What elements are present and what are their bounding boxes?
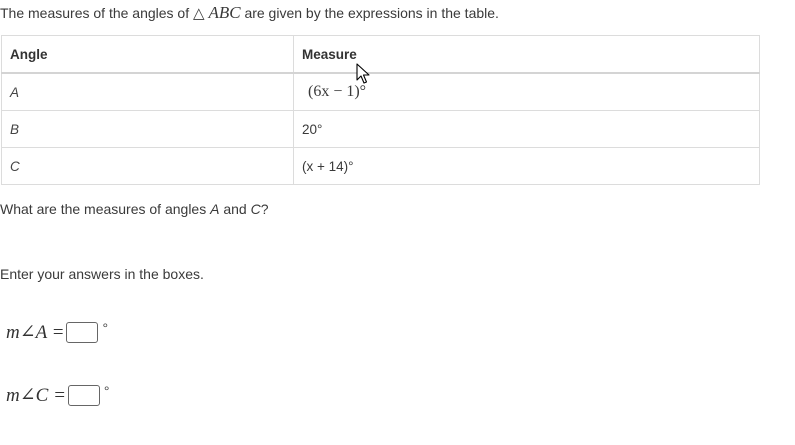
angle-cell: A: [2, 73, 294, 111]
question-suffix: ?: [260, 201, 269, 217]
table-row: [2, 111, 760, 148]
answer-row-a: [6, 321, 108, 344]
instructions-text: Enter your answers in the boxes.: [0, 266, 204, 282]
question-angle-a: A: [210, 201, 220, 217]
mouse-pointer-icon: [356, 63, 372, 85]
measure-cell: (x + 14)°: [294, 148, 760, 185]
triangle-name: ABC: [208, 3, 241, 22]
question-prefix: What are the measures of angles: [0, 201, 207, 217]
triangle-icon: △: [193, 4, 205, 22]
table-header-row: [2, 36, 760, 74]
answer-input-a[interactable]: [66, 322, 98, 343]
measure-expression: (6x − 1)°: [308, 83, 367, 100]
table-row: [2, 73, 760, 111]
question-angle-c: C: [250, 201, 261, 217]
question-text: [0, 201, 269, 217]
answer-row-c: [6, 384, 110, 407]
intro-text: [0, 3, 499, 23]
intro-suffix: are given by the expressions in the table.: [244, 5, 499, 21]
answer-label-c: m∠C =: [6, 385, 66, 406]
question-middle: and: [223, 201, 247, 217]
answer-label-a: m∠A =: [6, 322, 65, 343]
measure-cell: 20°: [294, 111, 760, 148]
degree-symbol-a: °: [102, 319, 109, 336]
angle-cell: B: [2, 111, 294, 148]
angles-table: [1, 35, 760, 185]
answer-input-c[interactable]: [68, 385, 100, 406]
header-angle: Angle: [2, 36, 294, 74]
degree-symbol-c: °: [103, 382, 110, 399]
header-measure: Measure: [294, 36, 760, 74]
angle-cell: C: [2, 148, 294, 185]
table-row: [2, 148, 760, 185]
intro-prefix: The measures of the angles of: [0, 5, 190, 21]
